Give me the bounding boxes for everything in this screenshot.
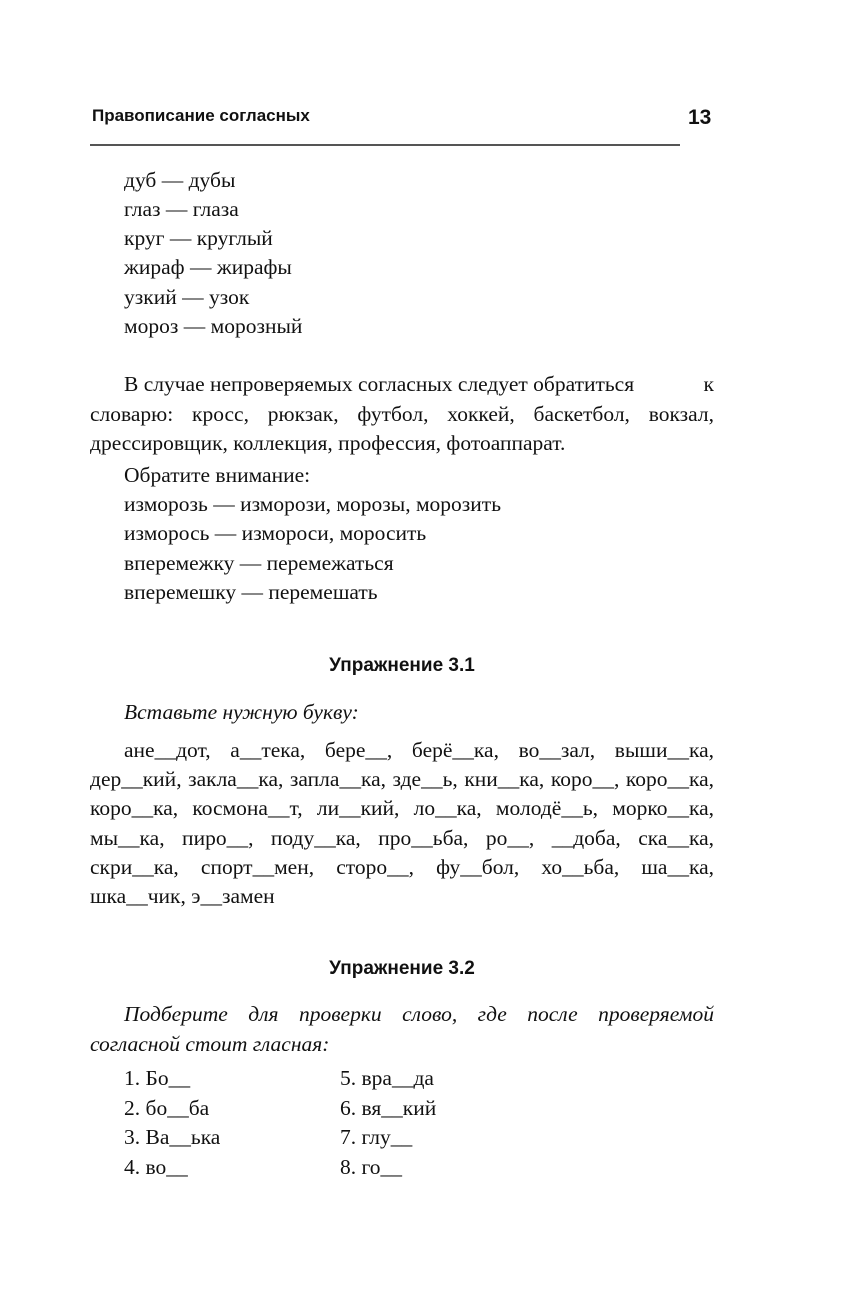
list-item: 3. Ва__ька bbox=[124, 1125, 221, 1149]
list-item: 4. во__ bbox=[124, 1155, 188, 1179]
exercise-3-2-instruction: Подберите для проверки слово, где после проверяемой согласной стоит гласная: bbox=[90, 1002, 714, 1056]
exercise-3-1-text bbox=[90, 736, 714, 911]
example-pair: жираф — жирафы bbox=[124, 255, 292, 279]
exercise-3-2-heading: Упражнение 3.2 bbox=[329, 958, 475, 979]
list-item: 1. Бо__ bbox=[124, 1066, 191, 1090]
header-divider bbox=[90, 144, 680, 146]
list-item: 6. вя__кий bbox=[340, 1096, 437, 1120]
notice-pair: вперемешку — перемешать bbox=[124, 580, 378, 604]
paragraph-first-line: В случае непроверяемых согласных следует обратиться bbox=[124, 372, 635, 396]
notice-pair: изморось — измороси, моросить bbox=[124, 521, 427, 545]
dictionary-paragraph bbox=[90, 370, 714, 459]
notice-label: Обратите внимание: bbox=[124, 463, 311, 487]
exercise-3-1-heading: Упражнение 3.1 bbox=[329, 655, 475, 676]
list-item: 2. бо__ба bbox=[124, 1096, 210, 1120]
exercise-3-1-words: ане__дот, а__тека, бере__, берё__ка, во__зал, выши__ка, дер__кий, закла__ка, запла__ка, зде__ь, кни__ка, коро__, коро__ка, коро__ка, космона__т, ли__кий, ло__ка, молодё__ь, морко__ка, мы__ка, пиро__, поду__ка, про__ьба, ро__, __доба, ска__ка, скри__ка, спорт__мен, сторо__, фу__бол, хо__ьба, ша__ка, шка__чик, э__замен bbox=[90, 738, 714, 909]
example-pair: глаз — глаза bbox=[124, 197, 239, 221]
page-number: 13 bbox=[688, 106, 712, 129]
exercise-3-1-instruction: Вставьте нужную букву: bbox=[124, 700, 359, 724]
notice-pair: вперемежку — перемежаться bbox=[124, 551, 394, 575]
notice-pair: изморозь — изморози, морозы, морозить bbox=[124, 492, 501, 516]
example-pair: дуб — дубы bbox=[124, 168, 236, 192]
paragraph-rest: к словарю: кросс, рюкзак, футбол, хоккей, баскетбол, вокзал, дрессировщик, коллекция, профессия, фотоаппарат. bbox=[90, 372, 714, 455]
example-pair: мороз — морозный bbox=[124, 314, 303, 338]
running-header-title: Правописание согласных bbox=[92, 106, 310, 125]
example-pair: круг — круглый bbox=[124, 226, 273, 250]
example-pair: узкий — узок bbox=[124, 285, 250, 309]
list-item: 8. го__ bbox=[340, 1155, 403, 1179]
list-item: 5. вра__да bbox=[340, 1066, 434, 1090]
list-item: 7. глу__ bbox=[340, 1125, 413, 1149]
